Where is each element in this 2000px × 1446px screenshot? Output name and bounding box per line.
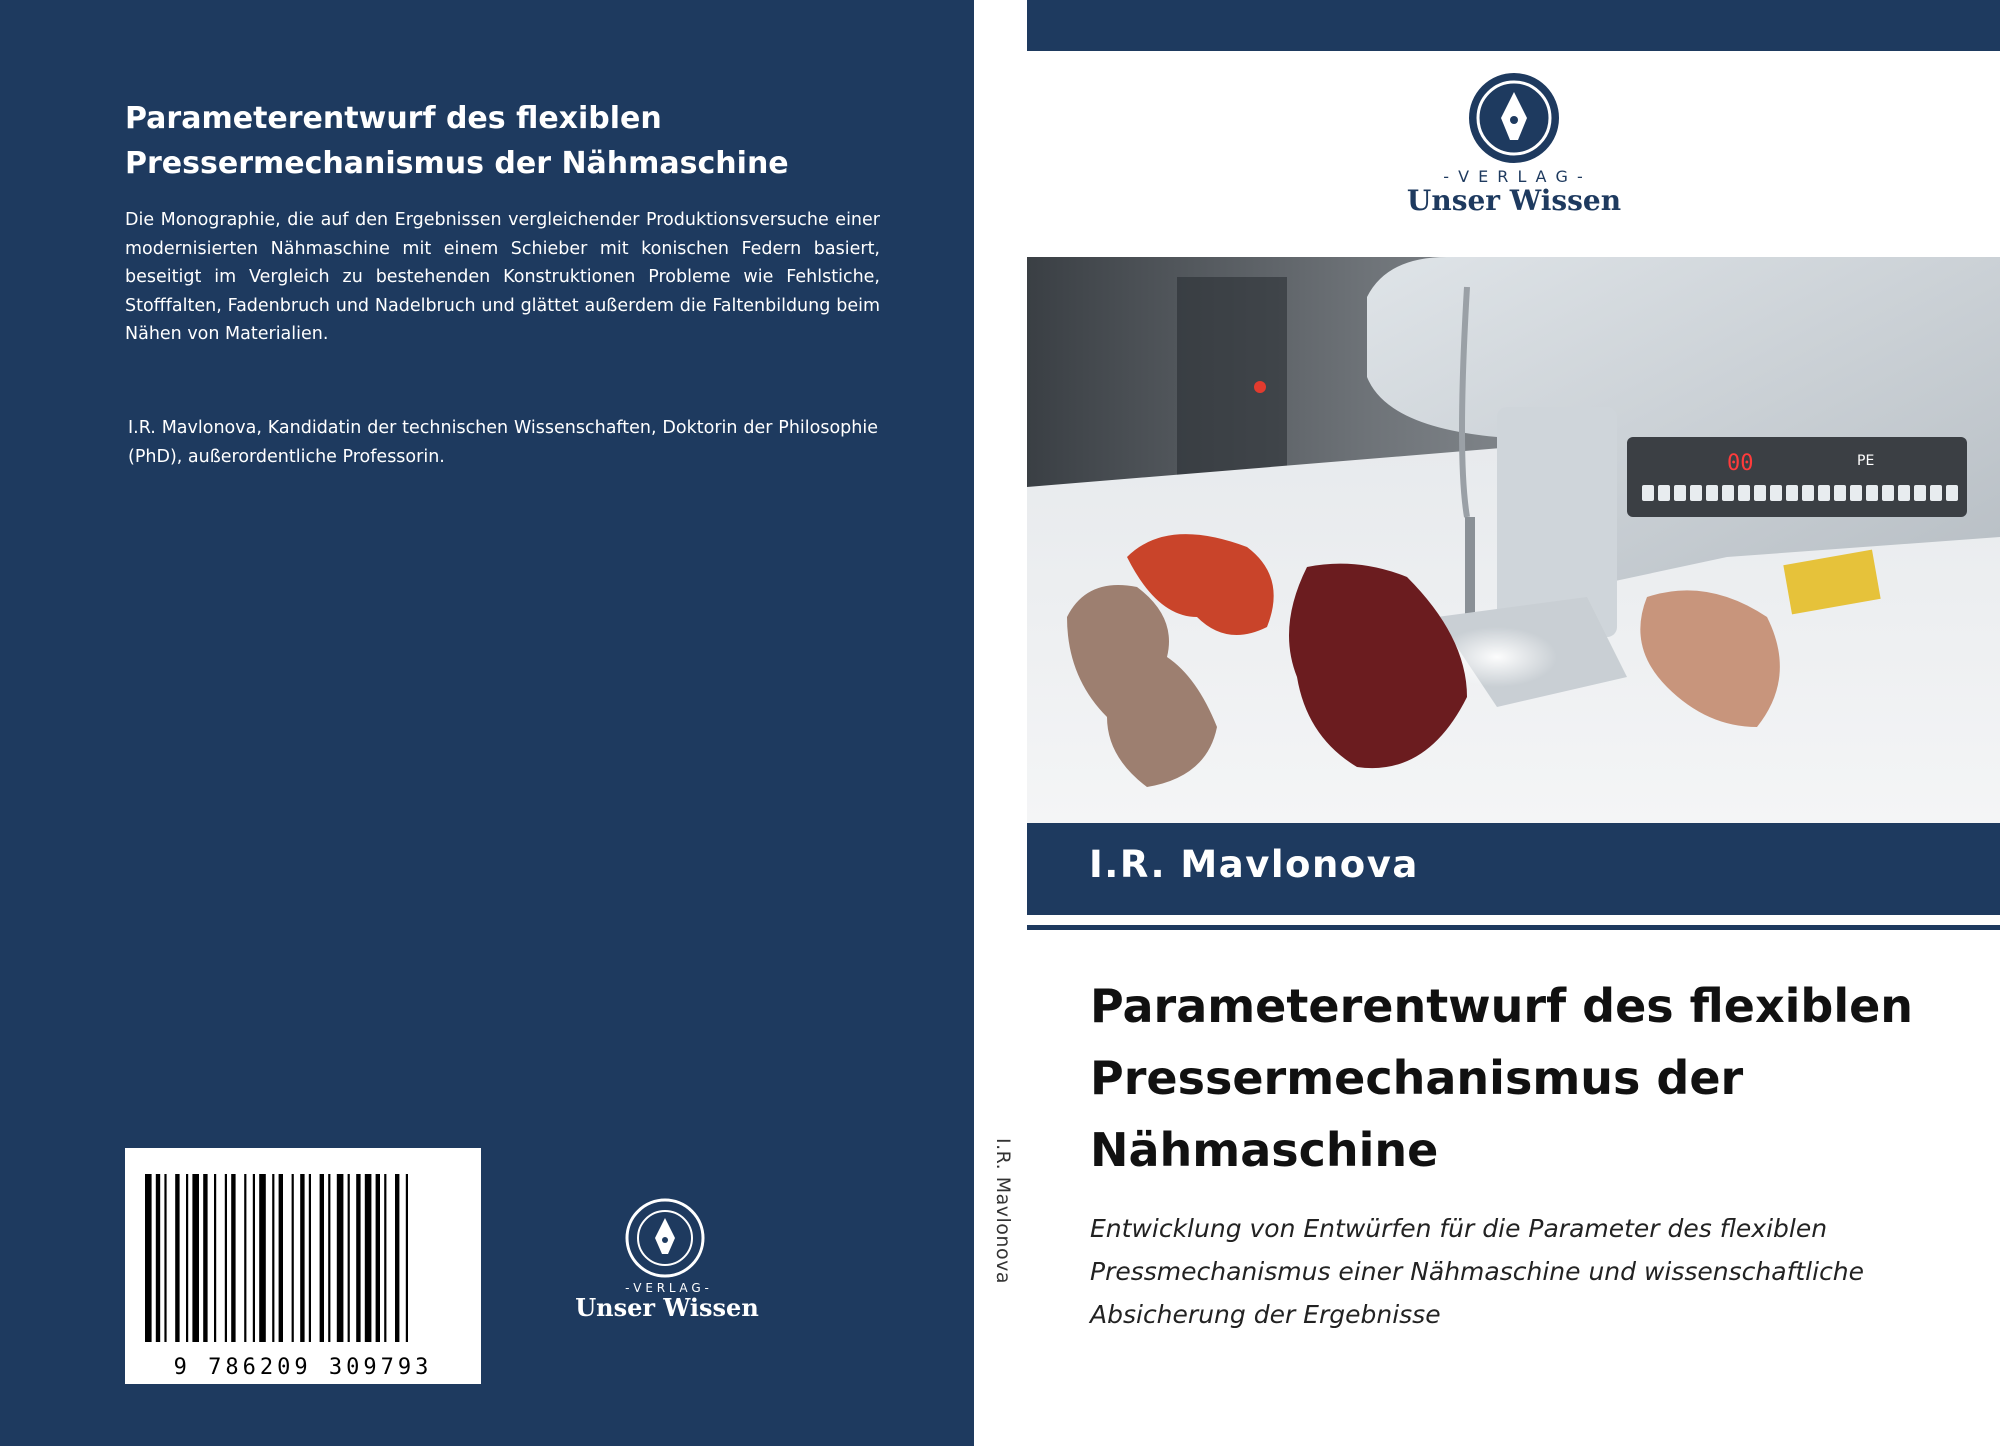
- panel-button: [1706, 485, 1718, 501]
- panel-label: PE: [1857, 453, 1875, 469]
- publisher-logo-front: [1394, 70, 1634, 220]
- barcode-bar: [253, 1174, 255, 1342]
- barcode-bar: [145, 1174, 152, 1342]
- author-band: [1027, 823, 2000, 915]
- back-cover: [0, 0, 974, 1446]
- panel-button: [1674, 485, 1686, 501]
- front-title: Parameterentwurf des flexiblen Pressermechanismus der Nähmaschine: [1090, 979, 1914, 1177]
- barcode-bar: [186, 1174, 188, 1342]
- barcode-bar: [395, 1174, 399, 1342]
- back-title: Parameterentwurf des flexiblen Pressermechanismus der Nähmaschine: [125, 101, 789, 181]
- barcode-bar: [376, 1174, 380, 1342]
- barcode-bar: [156, 1174, 160, 1342]
- panel-button: [1786, 485, 1798, 501]
- panel-button: [1882, 485, 1894, 501]
- barcode-bar: [225, 1174, 227, 1342]
- panel-button: [1770, 485, 1782, 501]
- logo-verlag-label: - V E R L A G -: [625, 1281, 709, 1295]
- logo-verlag-label: - V E R L A G -: [1443, 167, 1585, 186]
- panel-button: [1930, 485, 1942, 501]
- barcode-bar: [348, 1174, 350, 1342]
- front-subtitle: Entwicklung von Entwürfen für die Parameter des flexiblen Pressmechanismus einer Nähmaschine und wissenschaftliche Absicherung der Ergebnisse: [1090, 1214, 1865, 1329]
- back-blurb: Die Monographie, die auf den Ergebnissen vergleichender Produktionsversuche einer modernisierten Nähmaschine mit einem Schieber mit konischen Federn basiert, beseitigt im Vergleich zu bestehenden Konstruktionen Probleme wie Fehlstiche, Stofffalten, Fadenbruch und Nadelbruch und glättet außerdem die Faltenbildung beim Nähen von Materialien.: [125, 210, 880, 344]
- barcode-bar: [384, 1174, 386, 1342]
- spine: [974, 0, 1027, 1446]
- panel-button: [1690, 485, 1702, 501]
- panel-button: [1850, 485, 1862, 501]
- barcode-bar: [175, 1174, 179, 1342]
- publisher-logo-back: [572, 1198, 762, 1328]
- barcode-bar: [231, 1174, 235, 1342]
- barcode-bar: [203, 1174, 207, 1342]
- logo-name: Unser Wissen: [1406, 184, 1622, 217]
- barcode-bar: [328, 1174, 330, 1342]
- panel-button: [1802, 485, 1814, 501]
- isbn-digits: 9 786209 309793: [173, 1355, 433, 1380]
- barcode-bar: [214, 1174, 216, 1342]
- panel-button: [1818, 485, 1830, 501]
- front-cover: [1027, 0, 2000, 1446]
- barcode-bar: [337, 1174, 344, 1342]
- panel-button: [1834, 485, 1846, 501]
- barcode-bar: [279, 1174, 283, 1342]
- panel-button: [1754, 485, 1766, 501]
- panel-button: [1898, 485, 1910, 501]
- barcode-bar: [244, 1174, 246, 1342]
- barcode-bar: [164, 1174, 166, 1342]
- isbn-barcode: [125, 1148, 481, 1384]
- barcode-bar: [272, 1174, 274, 1342]
- panel-button: [1722, 485, 1734, 501]
- panel-button: [1658, 485, 1670, 501]
- barcode-bar: [309, 1174, 311, 1342]
- barcode-bar: [320, 1174, 324, 1342]
- panel-button: [1914, 485, 1926, 501]
- sewing-machine-photo: [1027, 257, 2000, 823]
- barcode-bar: [292, 1174, 294, 1342]
- top-bar: [1027, 0, 2000, 51]
- panel-button: [1642, 485, 1654, 501]
- panel-button: [1866, 485, 1878, 501]
- barcode-bars-icon: [145, 1174, 408, 1342]
- author-bio: I.R. Mavlonova, Kandidatin der technischen Wissenschaften, Doktorin der Philosophie (PhD), außerordentliche Professorin.: [128, 418, 878, 467]
- barcode-bar: [300, 1174, 304, 1342]
- barcode-bar: [356, 1174, 360, 1342]
- spine-author: I.R. Mavlonova: [992, 1138, 1014, 1284]
- barcode-bar: [406, 1174, 408, 1342]
- panel-display: 00: [1727, 451, 1754, 476]
- front-author-name: I.R. Mavlonova: [1089, 843, 1419, 886]
- barcode-bar: [365, 1174, 372, 1342]
- panel-button: [1946, 485, 1958, 501]
- logo-name: Unser Wissen: [575, 1293, 759, 1322]
- panel-button: [1738, 485, 1750, 501]
- divider: [1027, 925, 2000, 930]
- barcode-bar: [259, 1174, 266, 1342]
- barcode-bar: [192, 1174, 199, 1342]
